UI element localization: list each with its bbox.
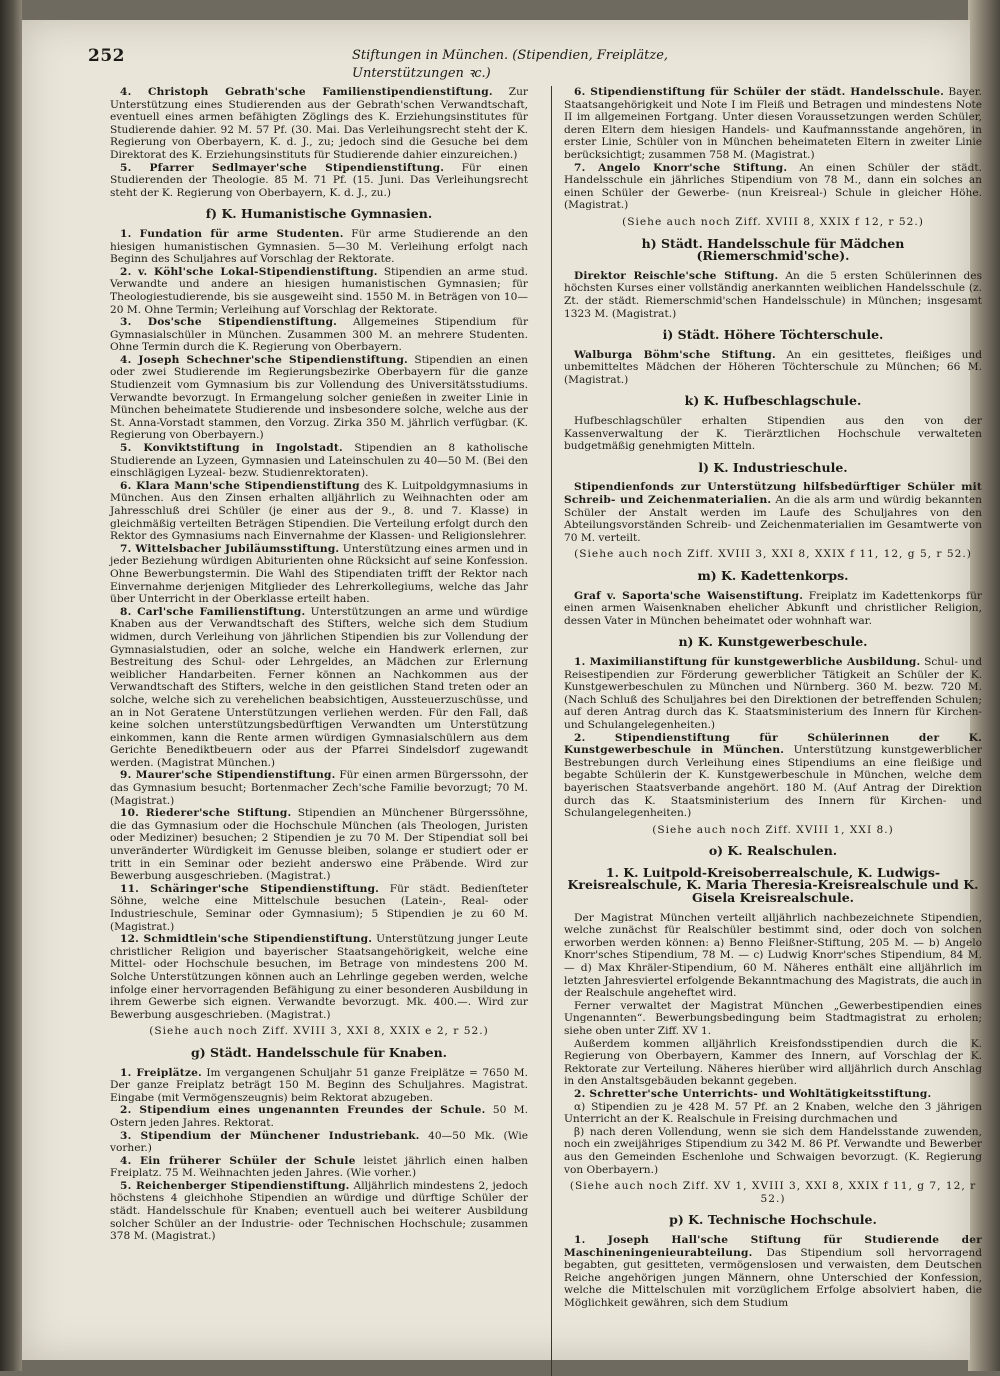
entry-title: 4. Joseph Schechner'sche Stipendienstiftung.	[120, 353, 408, 366]
entry-text: Bayer. Staatsangehörigkeit und Note I im Fleiß und Betragen und mindestens Note II im allgemeinen Fortgang. Unter diesen Voraussetzungen werden Schüler, deren Eltern dem hiesigen Handels- und Kaufmannsstande angehören, in erster Linie, Schüler von in München beheimateten Eltern in zweiter Linie berücksichtigt; zusammen 758 M. (Magistrat.)	[564, 86, 982, 161]
entry-text: Das Stipendium soll hervorragend begabten, gut gesitteten, vermögenslosen und verwaisten, dem Deutschen Reiche angehörigen jungen Männern, ohne Unterschied der Konfession, welche die Mittelschulen mit vorzüglichem Erfolge absolviert haben, die Möglichkeit gewähren, sich dem Studium	[564, 1246, 982, 1309]
foundation-entry	[110, 480, 528, 543]
entry-title: Walburga Böhm'sche Stiftung.	[574, 348, 776, 361]
entry-title: 4. Ein früherer Schüler der Schule	[120, 1154, 356, 1167]
foundation-entry	[564, 270, 982, 320]
section-heading: f) K. Humanistische Gymnasien.	[205, 206, 433, 222]
foundation-entry	[564, 481, 982, 544]
entry-title: 6. Stipendienstiftung für Schüler der städt. Handelsschule.	[574, 86, 945, 98]
scan-left-edge	[0, 0, 22, 1371]
foundation-entry	[110, 228, 528, 266]
paragraph: β) nach deren Vollendung, wenn sie sich dem Handelsstande zuwenden, noch ein zweijähriges Stipendium zu 342 M. 86 Pf. Verwandte und Bewerber aus den Gemeinden Eschenlohe und Schwaigen bevorzugt. (K. Regierung von Oberbayern.)	[564, 1125, 982, 1176]
cross-reference: (Siehe auch noch Ziff. XVIII 1, XXI 8.)	[652, 823, 894, 836]
entry-text: An die als arm und würdig bekannten Schüler der Anstalt werden im Laufe des Schuljahres von den Abteilungsvorständen Schreib- und Zeichenmaterialien im Gesamtwerte von 70 M. verteilt.	[564, 494, 982, 544]
entry-title: 3. Dos'sche Stipendienstiftung.	[120, 316, 338, 329]
foundation-entry	[110, 266, 528, 316]
section-heading: p) K. Technische Hochschule.	[669, 1212, 877, 1228]
entry-title: 8. Carl'sche Familienstiftung.	[120, 605, 306, 618]
entry-title: 7. Wittelsbacher Jubiläumsstiftung.	[120, 542, 340, 555]
entry-text: Im vergangenen Schuljahr 51 ganze Freiplätze = 7650 M. Der ganze Freiplatz beträgt 150 M. Beginn des Schuljahres. Magistrat. Eingabe (mit Vermögenszeugnis) beim Rektorat abzugeben.	[110, 1066, 528, 1104]
entry-text: Unterstützung junger Leute christlicher Religion und bayerischer Staatsangehörigkeit, welche eine Mittel- oder Hochschule besuchen, im Betrage von mindestens 200 M. Solche Unterstützungen können auch an Lehrlinge gegeben werden, welche infolge einer hervorragenden Befähigung zu einer besonderen Ausbildung in ihrem Gewerbe sich eignen. Verwandte bevorzugt. Mk. 400.—. Wird zur Bewerbung ausgeschrieben. (Magistrat.)	[110, 933, 528, 1021]
page-number: 252	[88, 46, 125, 66]
section-heading: o) K. Realschulen.	[708, 843, 838, 859]
entry-text: Freiplatz im Kadettenkorps für einen armen Waisenknaben ehelicher Abkunft und christlicher Religion, dessen Vater in München beheimatet oder wohnhaft war.	[564, 589, 982, 627]
entry-title: Stipendienfonds zur Unterstützung hilfsbedürftiger Schüler mit Schreib- und Zeichenmaterialien.	[564, 481, 982, 507]
entry-text: leistet jährlich einen halben Freiplatz. 75 M. Weihnachten jeden Jahres. (Wie vorher.)	[110, 1154, 528, 1180]
section-heading: k) K. Hufbeschlagschule.	[684, 393, 862, 409]
entry-title: 7. Angelo Knorr'sche Stiftung.	[574, 161, 788, 174]
entry-title: 6. Klara Mann'sche Stipendienstiftung	[120, 479, 360, 492]
entry-title: 1. Joseph Hall'sche Stiftung für Studierende der Maschineningenieurabteilung.	[564, 1233, 982, 1259]
paragraph: α) Stipendien zu je 428 M. 57 Pf. an 2 Knaben, welche den 3 jährigen Unterricht an der K. Realschule in Freising durchmachen und	[564, 1100, 982, 1126]
foundation-entry	[110, 162, 528, 200]
entry-title: 9. Maurer'sche Stipendienstiftung.	[120, 769, 336, 782]
foundation-entry	[564, 162, 982, 212]
entry-text: Für städt. Bedienſteter Söhne, welche eine Mittelschule besuchen (Latein-, Real- oder Industrieschule, Seminar oder Gymnasium); 5 Stipendien je zu 60 M. (Magistrat.)	[110, 882, 528, 933]
foundation-entry	[110, 86, 528, 162]
entry-title: Direktor Reischle'sche Stiftung.	[574, 269, 779, 282]
entry-title: 2. Stipendium eines ungenannten Freundes der Schule.	[120, 1104, 486, 1117]
foundation-entry	[110, 807, 528, 883]
cross-reference: (Siehe auch noch Ziff. XVIII 3, XXI 8, XXIX e 2, r 52.)	[149, 1025, 489, 1038]
section-heading: 1. K. Luitpold-Kreisoberrealschule, K. Ludwigs-Kreisrealschule, K. Maria Theresia-Kreisrealschule und K. Gisela Kreisrealschule.	[567, 864, 979, 906]
entry-text: Unterstützung eines armen und in jeder Beziehung würdigen Abiturienten ohne Rücksicht auf seine Konfession. Ohne Bewerbungstermin. Die Wahl des Stipendiaten trifft der Rektor nach Einvernahme derjenigen Mitglieder des Lehrerkollegiums, welche das Jahr über Unterricht in der Oberklasse erteilt haben.	[110, 542, 529, 606]
foundation-entry	[110, 543, 528, 606]
entry-text: Alljährlich mindestens 2, jedoch höchstens 4 gleichhohe Stipendien an würdige und dürftige Schüler der städt. Handelsschule für Knaben; eventuell auch bei weiterer Ausbildung solcher Schüler an der Industrie- oder Technischen Hochschule; zusammen 378 M. (Magistrat.)	[110, 1179, 528, 1243]
foundation-entry	[564, 656, 982, 732]
entry-title: Graf v. Saporta'sche Waisenstiftung.	[574, 589, 804, 602]
section-heading: n) K. Kunstgewerbeschule.	[678, 634, 868, 650]
foundation-entry	[110, 1104, 528, 1129]
entry-title: 12. Schmidtlein'sche Stipendienstiftung.	[120, 933, 373, 946]
foundation-entry	[564, 1234, 982, 1310]
section-heading: l) K. Industrieschule.	[698, 459, 848, 475]
foundation-entry	[564, 732, 982, 820]
foundation-entry	[110, 354, 528, 442]
entry-title: 4. Christoph Gebrath'sche Familienstipendienstiftung.	[120, 86, 493, 98]
cross-reference: (Siehe auch noch Ziff. XVIII 8, XXIX f 12, r 52.)	[622, 215, 924, 228]
foundation-entry	[110, 883, 528, 933]
entry-text: Für einen Studierenden der Theologie. 85 M. 71 Pf. (15. Juni. Das Verleihungsrecht steht der K. Regierung von Oberbayern, K. d. J., zu.)	[110, 161, 529, 199]
entry-text: des K. Luitpoldgymnasiums in München. Aus den Zinsen erhalten alljährlich zu Weihnachten oder am Jahresschluß drei Schüler (je einer aus der 9., 8. und 7. Klasse) in gleichmäßig verteilten Beträgen Stipendien. Die Verteilung erfolgt durch den Rektor des Gymnasiums nach Einvernahme der Klassen- und Religionslehrer.	[110, 479, 528, 543]
entry-text: 50 M. Ostern jeden Jahres. Rektorat.	[110, 1104, 529, 1129]
entry-title: 5. Reichenberger Stipendienstiftung.	[120, 1179, 350, 1192]
entry-title: 5. Pfarrer Sedlmayer'sche Stipendienstiftung.	[120, 161, 445, 174]
entry-text: Unterstützungen an arme und würdige Knaben aus der Verwandtschaft des Stifters, welche sich dem Studium widmen, durch Verleihung von jährlichen Stipendien bis zur Vollendung der Gymnasialstudien, oder an solche, welche ein Handwerk erlernen, zur Bestreitung des Schul- oder Lehrgeldes, an Mädchen zur Erlernung weiblicher Handarbeiten. Ferner können an Nachkommen aus der Verwandtschaft des Stifters, welche in den geistlichen Stand treten oder an solche, welche sich zu verehelichen beabsichtigen, Aussteuerzuschüsse, und an in Not Geratene Unterstützungen verliehen werden. Für den Fall, daß keine solchen unterstützungsbedürftigen Verwandten um Unterstützung einkommen, kann die Rente armen würdigen Gymnasialschülern aus dem Gerichte Benediktbeuern oder aus der Pfarrei Sindelsdorf zugewandt werden. (Magistrat München.)	[110, 605, 528, 769]
section-heading: h) Städt. Handelsschule für Mädchen (Riemerschmid'sche).	[641, 235, 905, 264]
paragraph: Außerdem kommen alljährlich Kreisfondsstipendien durch die K. Regierung von Oberbayern, Kammer des Innern, auf Vorschlag der K. Rektorate zur Verteilung. Näheres hierüber wird alljährlich durch Anschlag in den Anstaltsgebäuden bekannt gegeben.	[564, 1037, 982, 1088]
entry-text: Unterstützung kunstgewerblicher Bestrebungen durch Verleihung eines Stipendiums an eine fleißige und begabte Schülerin der K. Kunstgewerbeschule in München, welche dem bayerischen Staatsverbande angehört. 180 M. (Auf Antrag der Direktion durch das K. Staatsministerium des Innern für Kirchen- und Schulangelegenheiten.)	[564, 744, 982, 820]
entry-title: 11. Schäringer'sche Stipendienstiftung.	[120, 882, 380, 895]
entry-title: 2. v. Köhl'sche Lokal-Stipendienstiftung.	[120, 265, 378, 278]
foundation-entry	[110, 442, 528, 480]
foundation-entry	[110, 933, 528, 1021]
section-heading: i) Städt. Höhere Töchterschule.	[662, 327, 884, 343]
foundation-entry	[110, 1067, 528, 1105]
foundation-entry	[564, 1088, 982, 1101]
entry-title: 10. Riederer'sche Stiftung.	[120, 807, 292, 820]
cross-reference: (Siehe auch noch Ziff. XVIII 3, XXI 8, XXIX f 11, 12, g 5, r 52.)	[574, 548, 972, 561]
entry-text: 40—50 Mk. (Wie vorher.)	[110, 1129, 528, 1155]
foundation-entry	[564, 590, 982, 628]
foundation-entry	[110, 1155, 528, 1180]
section-heading: g) Städt. Handelsschule für Knaben.	[190, 1044, 448, 1060]
entry-text: Schul- und Reisestipendien zur Förderung gewerblicher Tätigkeit an Schüler der K. Kunstgewerbeschulen zu München und Nürnberg. 360 M. bezw. 720 M. (Nach Schluß des Schuljahres bei den Direktionen der betreffenden Schulen; auf deren Antrag durch das K. Staatsministerium des Innern für Kirchen- und Schulangelegenheiten.)	[564, 655, 982, 731]
paragraph: Hufbeschlagschüler erhalten Stipendien aus den von der Kassenverwaltung der K. Tierärztlichen Hochschule verwalteten budgetmäßig genehmigten Mitteln.	[564, 415, 982, 453]
entry-text: Zur Unterstützung eines Studierenden aus der Gebrath'schen Verwandtschaft, eventuell eines armen befähigten Zöglings des K. Erziehungsinstitutes für Studierende dahier. 92 M. 57 Pf. (30. Mai. Das Verleihungsrecht steht der K. Regierung von Oberbayern, K. d. J., zu; jedoch sind die Gesuche bei dem Direktorat des K. Erziehungsinstituts für Studierende dahier einzureichen.)	[110, 86, 528, 161]
entry-text: Stipendien an arme stud. Verwandte und andere an hiesigen humanistischen Gymnasien; für Theologiestudierende, bis sie ausgeweiht sind. 1550 M. in Beträgen von 10—20 M. Ohne Termin; Verleihung auf Vorschlag der Rektorate.	[110, 265, 529, 316]
right-column	[564, 86, 982, 1309]
entry-text: Stipendien an 8 katholische Studierende an Lyzeen, Gymnasien und Lateinschulen zu 40—50 M. (Bei den einschlägigen Lyzeal- bezw. Studienrektoraten).	[110, 442, 528, 480]
foundation-entry	[564, 349, 982, 387]
foundation-entry	[110, 769, 528, 807]
entry-title: 5. Konviktstiftung in Ingolstadt.	[120, 442, 343, 455]
entry-title: 1. Fundation für arme Studenten.	[120, 227, 344, 240]
entry-title: 2. Stipendienstiftung für Schülerinnen der K. Kunstgewerbeschule in München.	[564, 731, 982, 757]
foundation-entry	[110, 1130, 528, 1155]
entry-text: Für einen armen Bürgerssohn, der das Gymnasium besucht; Bortenmacher Zech'sche Familie bevorzugt; 70 M. (Magistrat.)	[110, 769, 528, 807]
paragraph: Ferner verwaltet der Magistrat München „Gewerbestipendien eines Ungenannten“. Bewerbungsbedingung beim Stadtmagistrat zu erholen; siehe oben unter Ziff. XV 1.	[564, 999, 982, 1037]
column-divider	[551, 86, 552, 1376]
running-header: Stiftungen in München. (Stipendien, Freiplätze, Unterstützungen ꝛc.)	[352, 48, 669, 81]
entry-text: An einen Schüler der städt. Handelsschule ein jährliches Stipendium von 78 M., dann ein solches an einen Schüler der Gewerbe- (nun Kreisreal-) Schule in gleicher Höhe. (Magistrat.)	[564, 161, 982, 212]
entry-title: 3. Stipendium der Münchener Industriebank.	[120, 1129, 420, 1142]
foundation-entry	[110, 606, 528, 770]
section-heading: m) K. Kadettenkorps.	[697, 568, 849, 583]
document-page	[22, 20, 983, 1360]
foundation-entry	[564, 86, 982, 162]
foundation-entry	[110, 316, 528, 354]
entry-title: 1. Freiplätze.	[120, 1066, 202, 1079]
paragraph: Der Magistrat München verteilt alljährlich nachbezeichnete Stipendien, welche zunächst für Realschüler bestimmt sind, oder doch von solchen erworben werden können: a) Benno Fleißner-Stiftung, 205 M. — b) Angelo Knorr'sches Stipendium, 78 M. — c) Ludwig Knorr'sches Stipendium, 84 M. — d) Max Khräler-Stipendium, 60 M. Näheres enthält eine alljährlich im letzten Jahresviertel erfolgende Bekanntmachung des Magistrats, die auch in der Realschule angeheftet wird.	[564, 911, 982, 1000]
entry-title: 2. Schretter'sche Unterrichts- und Wohltätigkeitsstiftung.	[574, 1087, 932, 1100]
foundation-entry	[110, 1180, 528, 1243]
entry-text: Stipendien an Münchener Bürgerssöhne, die das Gymnasium oder die Hochschule München (als Theologen, Juristen oder Mediziner) besuchen; 2 Stipendien je zu 70 M. Der Stipendiat soll bei unveränderter Würdigkeit im Genusse bleiben, solange er studiert oder er tritt in ein Seminar oder bezieht anderswo eine Präbende. Wird zur Bewerbung ausgeschrieben. (Magistrat.)	[110, 807, 529, 883]
entry-text: An ein gesittetes, fleißiges und unbemitteltes Mädchen der Höheren Töchterschule zu München; 66 M. (Magistrat.)	[564, 348, 982, 386]
left-column	[110, 86, 528, 1243]
entry-text: An die 5 ersten Schülerinnen des höchsten Kurses einer vollständig anerkannten weiblichen Handelsschule (z. Zt. der städt. Riemerschmid'schen Handelsschule) in München; insgesamt 1323 M. (Magistrat.)	[564, 269, 983, 320]
entry-text: Für arme Studierende an den hiesigen humanistischen Gymnasien. 5—30 M. Verleihung erfolgt nach Beginn des Schuljahres auf Vorschlag der Rektorate.	[110, 227, 528, 266]
entry-text: Stipendien an einen oder zwei Studierende im Regierungsbezirke Oberbayern für die ganze Studienzeit vom Gymnasium bis zur Vollendung des Universitätsstudiums. Verwandte bevorzugt. In Ermangelung solcher genießen in zweiter Linie in München beheimatete Studierende und insbesondere solche, welche aus der St. Anna-Vorstadt stammen, den Vorzug. Zirka 350 M. jährlich verfügbar. (K. Regierung von Oberbayern.)	[110, 353, 528, 442]
cross-reference: (Siehe auch noch Ziff. XV 1, XVIII 3, XXI 8, XXIX f 11, g 7, 12, r 52.)	[569, 1180, 977, 1205]
entry-title: 1. Maximilianstiftung für kunstgewerbliche Ausbildung.	[574, 655, 921, 668]
entry-text: Allgemeines Stipendium für Gymnasialschüler in München. Zusammen 300 M. an mehrere Studenten. Ohne Termin durch die K. Regierung von Oberbayern.	[110, 316, 529, 354]
